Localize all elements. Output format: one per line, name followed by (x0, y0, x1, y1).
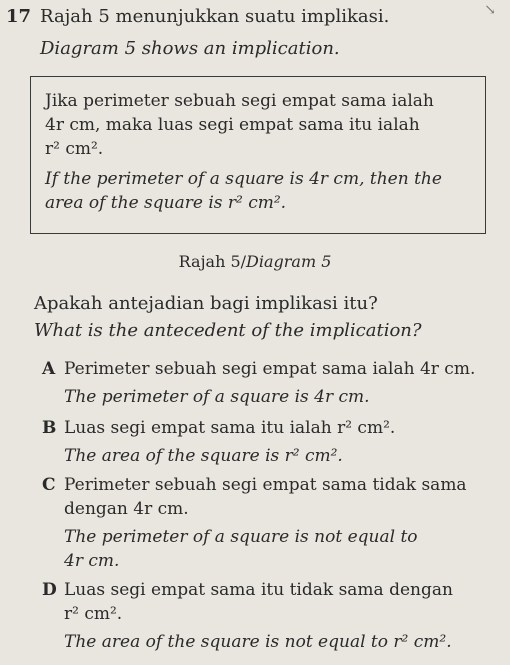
diagram-caption (0, 252, 510, 271)
option-c-malay-1: Perimeter sebuah segi empat sama tidak sama (64, 475, 467, 495)
option-c-malay-2: dengan 4r cm. (64, 499, 189, 519)
option-letter: A (42, 359, 56, 379)
option-c[interactable] (34, 473, 494, 573)
option-d[interactable] (34, 578, 494, 654)
box-malay-line-1: Jika perimeter sebuah segi empat sama ialah (45, 91, 434, 111)
question-intro-english: Diagram 5 shows an implication. (40, 38, 340, 59)
option-b-english: The area of the square is r² cm². (64, 446, 343, 466)
option-letter: D (42, 580, 57, 600)
pen-mark-icon: ↘ (484, 2, 496, 18)
option-d-malay-2: r² cm². (64, 604, 123, 624)
caption-malay: Rajah 5/ (178, 252, 247, 271)
option-a-english: The perimeter of a square is 4r cm. (64, 387, 370, 407)
option-c-english-2: 4r cm. (64, 551, 120, 571)
box-english-line-2: area of the square is r² cm². (45, 193, 287, 213)
option-d-english: The area of the square is not equal to r² cm². (64, 632, 452, 652)
caption-english: Diagram 5 (246, 252, 332, 271)
option-letter: B (42, 418, 57, 438)
question-intro-malay: Rajah 5 menunjukkan suatu implikasi. (40, 6, 390, 27)
prompt-malay: Apakah antejadian bagi implikasi itu? (34, 293, 378, 314)
option-d-malay-1: Luas segi empat sama itu tidak sama dengan (64, 580, 453, 600)
option-letter: C (42, 475, 56, 495)
option-c-english-1: The perimeter of a square is not equal to (64, 527, 418, 547)
option-a-malay: Perimeter sebuah segi empat sama ialah 4r cm. (64, 359, 476, 379)
box-english-line-1: If the perimeter of a square is 4r cm, then the (45, 169, 442, 189)
option-b[interactable] (34, 416, 494, 468)
implication-box (30, 76, 486, 234)
option-b-malay: Luas segi empat sama itu ialah r² cm². (64, 418, 396, 438)
box-malay-line-3: r² cm². (45, 139, 104, 159)
question-number: 17 (6, 6, 32, 27)
box-malay-line-2: 4r cm, maka luas segi empat sama itu ialah (45, 115, 420, 135)
prompt-english: What is the antecedent of the implication? (34, 320, 422, 341)
option-a[interactable] (34, 357, 494, 409)
